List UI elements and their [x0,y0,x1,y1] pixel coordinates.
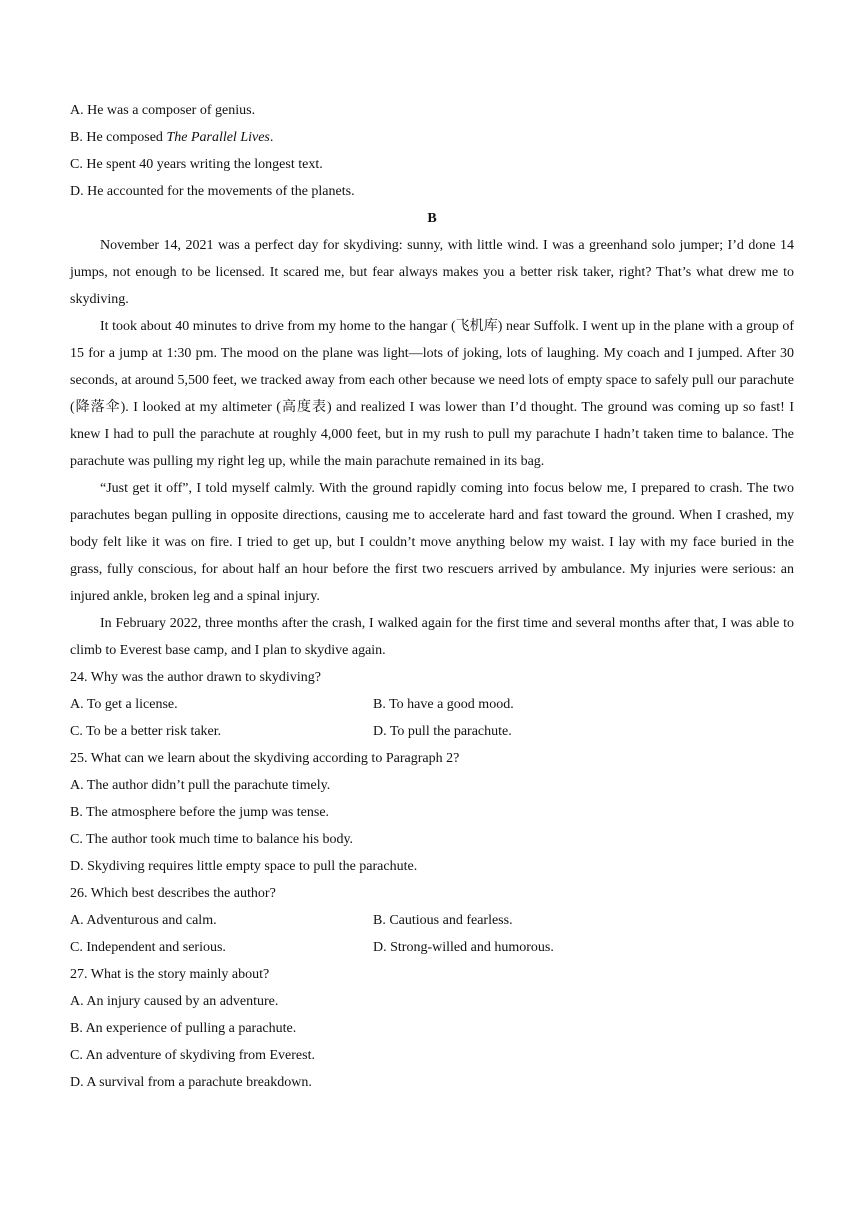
question-24-option-a: A. To get a license. [70,697,178,712]
page-content [70,97,794,1096]
question-24-option-c: C. To be a better risk taker. [70,724,222,739]
prev-option-b-prefix: B. He composed [70,130,167,145]
prev-option-b [70,124,794,151]
question-26-option-a: A. Adventurous and calm. [70,913,217,928]
question-25-option-a: A. The author didn’t pull the parachute timely. [70,778,331,793]
question-25-option-c: C. The author took much time to balance his body. [70,832,354,847]
question-24-options-row-2 [70,718,794,745]
question-27-stem: 27. What is the story mainly about? [70,967,270,982]
question-24-options-row-1 [70,691,794,718]
question-25-option-b: B. The atmosphere before the jump was tense. [70,805,330,820]
passage-paragraph-4: In February 2022, three months after the crash, I walked again for the first time and several months after that, I was able to climb to Everest base camp, and I plan to skydive again. [70,616,794,658]
question-26-option-c: C. Independent and serious. [70,940,226,955]
question-24-option-d: D. To pull the parachute. [373,724,512,739]
prev-option-a: A. He was a composer of genius. [70,103,256,118]
question-26-option-b: B. Cautious and fearless. [373,913,513,928]
prev-option-b-suffix: . [269,130,274,145]
question-26-stem: 26. Which best describes the author? [70,886,276,901]
question-26-options-row-2 [70,934,794,961]
question-25-stem: 25. What can we learn about the skydiving according to Paragraph 2? [70,751,460,766]
question-27-option-a: A. An injury caused by an adventure. [70,994,279,1009]
section-title: B [427,211,437,226]
prev-option-d: D. He accounted for the movements of the planets. [70,184,355,199]
question-27-option-b: B. An experience of pulling a parachute. [70,1021,297,1036]
question-27-option-c: C. An adventure of skydiving from Everest. [70,1048,315,1063]
passage-paragraph-3: “Just get it off”, I told myself calmly. With the ground rapidly coming into focus below me, I prepared to crash. The two parachutes began pulling in opposite directions, causing me to accelerate hard and fast toward the ground. When I crashed, my body felt like it was on fire. I tried to get up, but I couldn’t move anything below my waist. I lay with my face buried in the grass, fully conscious, for about half an hour before the first two rescuers arrived by ambulance. My injuries were serious: an injured ankle, broken leg and a spinal injury. [70,481,794,604]
passage-paragraph-1: November 14, 2021 was a perfect day for skydiving: sunny, with little wind. I was a greenhand solo jumper; I’d done 14 jumps, not enough to be licensed. It scared me, but fear always makes you a better risk taker, right? That’s what drew me to skydiving. [70,238,794,307]
question-25-option-d: D. Skydiving requires little empty space to pull the parachute. [70,859,418,874]
question-24-stem: 24. Why was the author drawn to skydiving? [70,670,321,685]
question-27-option-d: D. A survival from a parachute breakdown. [70,1075,312,1090]
question-26-options-row-1 [70,907,794,934]
question-26-option-d: D. Strong-willed and humorous. [373,940,554,955]
prev-option-c: C. He spent 40 years writing the longest text. [70,157,323,172]
passage-paragraph-2: It took about 40 minutes to drive from my home to the hangar (飞机库) near Suffolk. I went up in the plane with a group of 15 for a jump at 1:30 pm. The mood on the plane was light—lots of joking, lots of laughing. My coach and I jumped. After 30 seconds, at around 5,500 feet, we tracked away from each other because we need lots of empty space to safely pull our parachute (降落伞). I looked at my altimeter (高度表) and realized I was lower than I’d thought. The ground was coming up so fast! I knew I had to pull the parachute at roughly 4,000 feet, but in my rush to pull my parachute I hadn’t taken time to balance. The parachute was pulling my right leg up, while the main parachute remained in its bag. [70,319,794,469]
question-24-option-b: B. To have a good mood. [373,697,514,712]
prev-option-b-title: The Parallel Lives [166,130,270,145]
